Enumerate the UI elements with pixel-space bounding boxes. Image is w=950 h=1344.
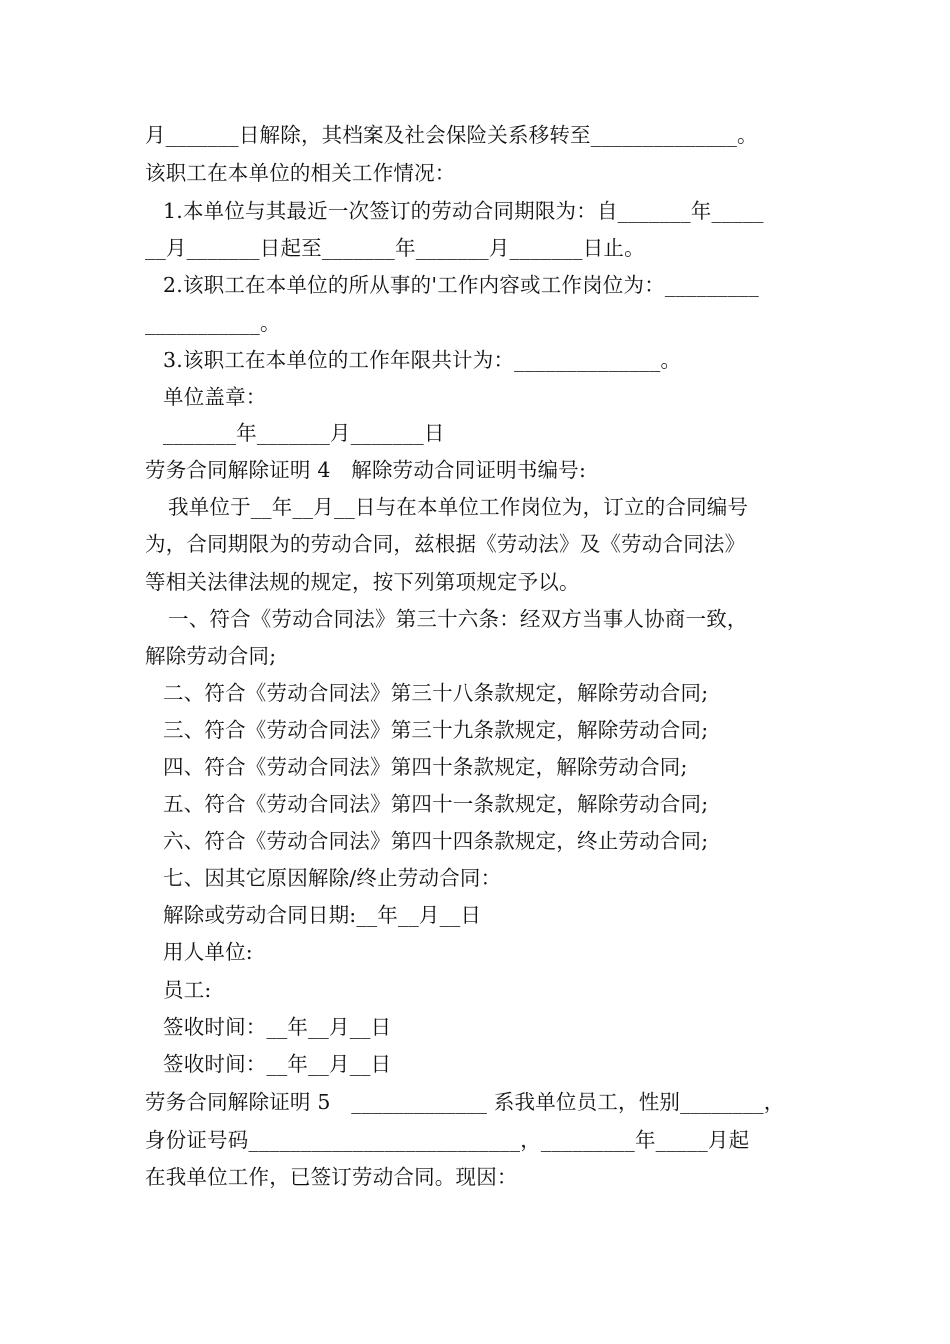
clause-item: 三、符合《劳动合同法》第三十九条款规定，解除劳动合同; [163,718,709,742]
text-line: 月_______日解除，其档案及社会保险关系移转至______________。 [145,123,758,147]
text-line: 解除劳动合同; [145,644,277,668]
text-line: 我单位于__年__月__日与在本单位工作岗位为，订立的合同编号 [168,495,749,519]
text-line: 解除或劳动合同日期:__年__月__日 [163,903,482,927]
text-line: 等相关法律法规的规定，按下列第项规定予以。 [145,570,580,594]
text-line: 1.本单位与其最近一次签订的劳动合同期限为：自_______年_____ [163,199,764,223]
clause-item: 七、因其它原因解除/终止劳动合同： [163,866,502,890]
text-line: __月_______日起至_______年_______月_______日止。 [145,236,645,260]
clause-item: 四、符合《劳动合同法》第四十条款规定，解除劳动合同; [163,755,688,779]
text-line: 单位盖章： [163,385,267,409]
text-line: 2.该职工在本单位的所从事的'工作内容或工作岗位为：_________ [163,273,759,297]
clause-item: 一、符合《劳动合同法》第三十六条：经双方当事人协商一致， [168,607,748,631]
clause-item: 五、符合《劳动合同法》第四十一条款规定，解除劳动合同; [163,792,709,816]
clause-item: 二、符合《劳动合同法》第三十八条款规定，解除劳动合同; [163,681,709,705]
text-line: 签收时间：__年__月__日 [163,1015,392,1039]
text-line: 为，合同期限为的劳动合同，兹根据《劳动法》及《劳动合同法》 [145,532,746,556]
text-line: 用人单位: [163,940,253,964]
section-heading: 劳务合同解除证明 4 解除劳动合同证明书编号: [145,458,587,482]
section-heading: 劳务合同解除证明 5 _____________ 系我单位员工，性别________， [145,1090,785,1114]
text-line: 该职工在本单位的相关工作情况： [145,161,456,185]
text-line: ___________。 [145,311,281,335]
text-line: 身份证号码__________________________，_________年_____月起 [145,1128,750,1152]
text-line: 3.该职工在本单位的工作年限共计为：______________。 [163,348,682,372]
text-line: 在我单位工作，已签订劳动合同。现因： [145,1165,518,1189]
signature-date-line: _______年_______月_______日 [163,421,445,445]
text-line: 签收时间：__年__月__日 [163,1052,392,1076]
clause-item: 六、符合《劳动合同法》第四十四条款规定，终止劳动合同; [163,829,709,853]
text-line: 员工: [163,978,212,1002]
